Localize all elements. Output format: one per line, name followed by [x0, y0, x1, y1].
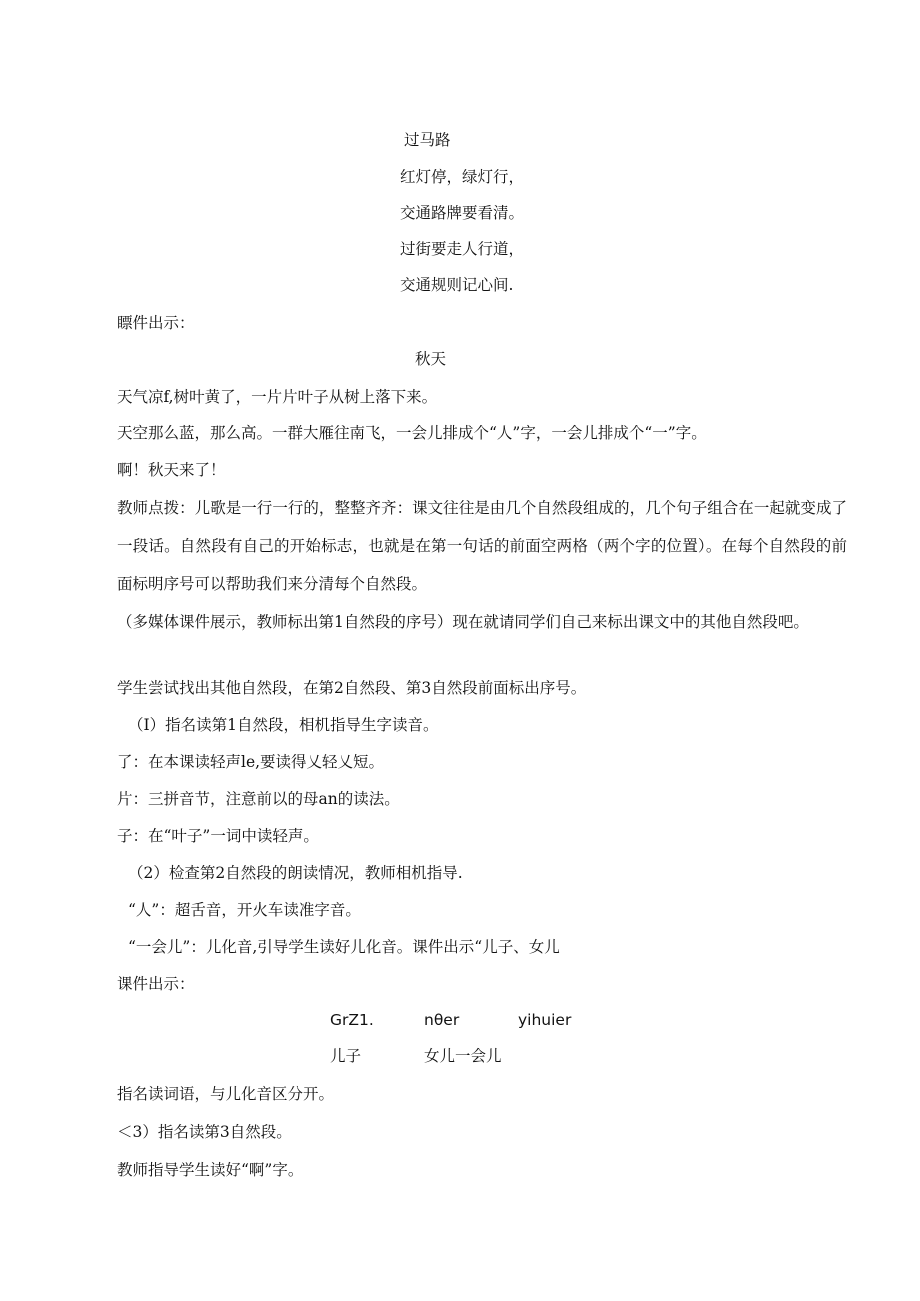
- autumn-paragraph-2: 天空那么蓝，那么高。一群大雁往南飞，一会儿排成个“人”字，一会儿排成个“一”字。: [117, 424, 707, 442]
- char-zi-note: 子：在“叶子”一词中读轻声。: [117, 827, 319, 845]
- courseware-label-2: 课件出示：: [117, 975, 195, 993]
- read-words-note: 指名读词语，与儿化音区分开。: [117, 1085, 335, 1103]
- step-3-heading: ＜3）指名读第3自然段。: [117, 1123, 292, 1141]
- poem-line-2: 交通路牌要看清。: [400, 204, 525, 222]
- autumn-paragraph-1: 天气凉f,树叶黄了，一片片叶子从树上落下来。: [117, 388, 438, 406]
- poem-line-3: 过街要走人行道，: [400, 240, 525, 258]
- step-1-heading: （I）指名读第1自然段，相机指导生字读音。: [128, 716, 439, 734]
- word-nuer-yihuier: 女儿一会儿: [424, 1047, 502, 1065]
- poem-title: 过马路: [404, 131, 451, 149]
- teacher-tip-paragraph: 教师点拨：儿歌是一行一行的，整整齐齐：课文往往是由几个自然段组成的，几个句子组合在一起就变成了一段话。自然段有自己的开始标志，也就是在第一句话的前面空两格（两个字的位置）。在每个自然段的前面标明序号可以帮助我们来分清每个自然段。: [117, 499, 847, 593]
- courseware-label: 瞟件出示：: [117, 314, 195, 332]
- word-yihuier-note: “一会儿”：儿化音,引导学生读好儿化音。课件出示“儿子、女儿: [128, 938, 560, 956]
- teacher-guide-note: 教师指导学生读好“啊”字。: [117, 1161, 304, 1179]
- char-pian-note: 片：三拼音节，注意前以的母an的读法。: [117, 790, 400, 808]
- pinyin-yihuier: yihuier: [518, 1011, 572, 1029]
- poem-line-1: 红灯停，绿灯行，: [400, 168, 525, 186]
- multimedia-note-paragraph: （多媒体课件展示，教师标出第1自然段的序号）现在就请同学们自己来标出课文中的其他自然段吧。: [117, 613, 809, 631]
- char-le-note: 了：在本课读轻声le,要读得乂轻乂短。: [117, 753, 385, 771]
- step-2-heading: （2）检查第2自然段的朗读情况，教师相机指导.: [128, 864, 463, 882]
- char-ren-note: “人”：超舌音，开火车读准字音。: [128, 901, 361, 919]
- pinyin-nuer: nθer: [424, 1011, 460, 1029]
- autumn-paragraph-3: 啊！秋天来了！: [117, 461, 226, 479]
- pinyin-erzi: GrZ1.: [330, 1011, 374, 1029]
- student-try-text: 学生尝试找出其他自然段，在第2自然段、第3自然段前面标出序号。: [117, 679, 587, 697]
- word-erzi: 儿子: [330, 1047, 362, 1065]
- autumn-title: 秋天: [415, 350, 447, 368]
- poem-line-4: 交通规则记心间.: [400, 276, 514, 294]
